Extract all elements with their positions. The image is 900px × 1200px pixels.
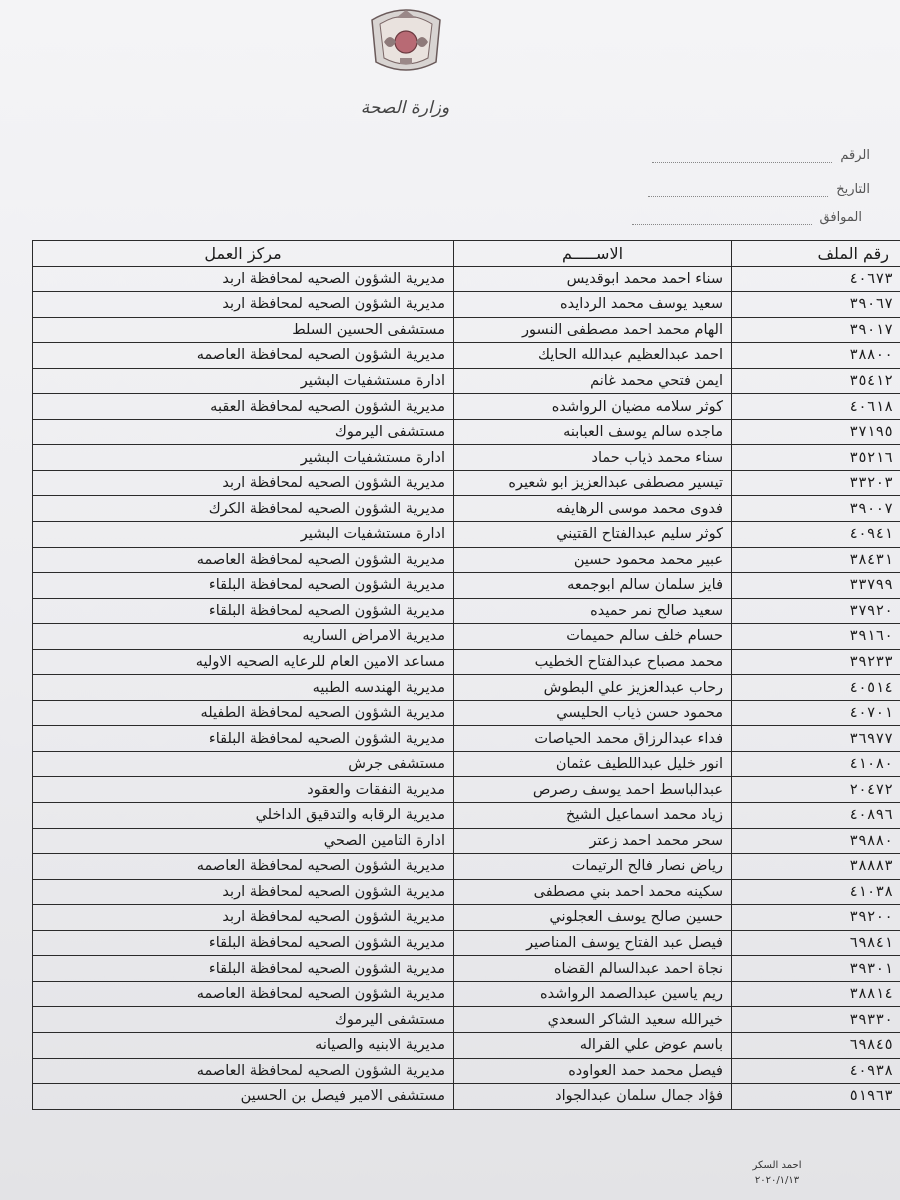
signature-name: احمد السكر (752, 1160, 802, 1171)
workplace-cell: مديرية الشؤون الصحيه لمحافظة اربد (33, 879, 454, 905)
file-number-cell: ٣٦٩٧٧ (732, 726, 900, 752)
file-number-cell: ٤١٠٨٠ (732, 751, 900, 777)
file-number-cell: ٣٨٨٨٣ (732, 854, 900, 880)
file-number-cell: ٤٠٩٤١ (732, 522, 900, 548)
table-row (33, 854, 900, 880)
table-row (33, 905, 900, 931)
workplace-cell: مديرية الشؤون الصحيه لمحافظة العاصمه (33, 547, 454, 573)
table-body (33, 266, 900, 1109)
name-cell: زياد محمد اسماعيل الشيخ (454, 803, 732, 829)
ministry-title: وزارة الصحة (360, 98, 450, 118)
file-number-cell: ٣٩٣٠١ (732, 956, 900, 982)
table-row (33, 317, 900, 343)
table-row (33, 777, 900, 803)
table-row (33, 879, 900, 905)
workplace-cell: مديرية النفقات والعقود (33, 777, 454, 803)
table-row (33, 675, 900, 701)
table-row (33, 343, 900, 369)
table-row (33, 522, 900, 548)
file-number-cell: ٣٩٠١٧ (732, 317, 900, 343)
column-header-name: الاســـــم (454, 241, 732, 267)
file-number-cell: ٣٧٩٢٠ (732, 598, 900, 624)
workplace-cell: مديرية الشؤون الصحيه لمحافظة العاصمه (33, 343, 454, 369)
workplace-cell: مساعد الامين العام للرعايه الصحيه الاوليه (33, 649, 454, 675)
table-row (33, 573, 900, 599)
table-row (33, 292, 900, 318)
column-header-file-number: رقم الملف (732, 241, 900, 267)
table-row (33, 1058, 900, 1084)
workplace-cell: ادارة مستشفيات البشير (33, 522, 454, 548)
date-dotted-field (648, 184, 828, 197)
name-cell: فايز سلمان سالم ابوجمعه (454, 573, 732, 599)
name-cell: سعيد صالح نمر حميده (454, 598, 732, 624)
date-line (648, 182, 870, 197)
name-cell: سحر محمد احمد زعتر (454, 828, 732, 854)
workplace-cell: مستشفى الامير فيصل بن الحسين (33, 1084, 454, 1110)
table-row (33, 266, 900, 292)
workplace-cell: مديرية الشؤون الصحيه لمحافظة الكرك (33, 496, 454, 522)
workplace-cell: مستشفى الحسين السلط (33, 317, 454, 343)
name-cell: فؤاد جمال سلمان عبدالجواد (454, 1084, 732, 1110)
signature-block (742, 1158, 812, 1188)
file-number-cell: ٣٩٢٣٣ (732, 649, 900, 675)
workplace-cell: ادارة التامين الصحي (33, 828, 454, 854)
workplace-cell: مديرية الابنيه والصيانه (33, 1032, 454, 1058)
table-row (33, 700, 900, 726)
signature-date: ٢٠٢٠/١/١٣ (754, 1175, 800, 1186)
table-row (33, 956, 900, 982)
employee-table (32, 240, 900, 1110)
file-number-cell: ٦٩٨٤٥ (732, 1032, 900, 1058)
file-number-cell: ٣٥٤١٢ (732, 368, 900, 394)
file-number-cell: ٢٠٤٧٢ (732, 777, 900, 803)
ministry-emblem-icon (366, 2, 446, 76)
table-row (33, 649, 900, 675)
file-number-cell: ٥١٩٦٣ (732, 1084, 900, 1110)
workplace-cell: مديرية الشؤون الصحيه لمحافظة البلقاء (33, 726, 454, 752)
file-number-cell: ٣٩١٦٠ (732, 624, 900, 650)
table-row (33, 598, 900, 624)
name-cell: ماجده سالم يوسف العبابنه (454, 419, 732, 445)
table-header-row (33, 241, 900, 267)
file-number-cell: ٣٩٠٦٧ (732, 292, 900, 318)
name-cell: فيصل عبد الفتاح يوسف المناصير (454, 930, 732, 956)
file-number-cell: ٣٣٧٩٩ (732, 573, 900, 599)
workplace-cell: مديرية الرقابه والتدقيق الداخلي (33, 803, 454, 829)
workplace-cell: مديرية الهندسه الطبيه (33, 675, 454, 701)
file-number-cell: ٣٨٤٣١ (732, 547, 900, 573)
name-cell: عبدالباسط احمد يوسف رصرص (454, 777, 732, 803)
name-cell: خيرالله سعيد الشاكر السعدي (454, 1007, 732, 1033)
date-label: التاريخ (836, 182, 870, 197)
name-cell: انور خليل عبداللطيف عثمان (454, 751, 732, 777)
file-number-cell: ٤٠٨٩٦ (732, 803, 900, 829)
name-cell: رحاب عبدالعزيز علي البطوش (454, 675, 732, 701)
reference-dotted-field (652, 150, 832, 163)
reference-number-line (652, 148, 870, 163)
table-row (33, 624, 900, 650)
workplace-cell: ادارة مستشفيات البشير (33, 368, 454, 394)
table-row (33, 1007, 900, 1033)
file-number-cell: ٤١٠٣٨ (732, 879, 900, 905)
name-cell: عبير محمد محمود حسين (454, 547, 732, 573)
table-row (33, 1084, 900, 1110)
workplace-cell: مديرية الشؤون الصحيه لمحافظة اربد (33, 905, 454, 931)
table-row (33, 751, 900, 777)
workplace-cell: مديرية الشؤون الصحيه لمحافظة العاصمه (33, 981, 454, 1007)
name-cell: كوثر سليم عبدالفتاح القتيني (454, 522, 732, 548)
corresponding-date-line (632, 210, 862, 225)
name-cell: نجاة احمد عبدالسالم القضاه (454, 956, 732, 982)
file-number-cell: ٤٠٦٧٣ (732, 266, 900, 292)
file-number-cell: ٤٠٦١٨ (732, 394, 900, 420)
file-number-cell: ٤٠٩٣٨ (732, 1058, 900, 1084)
name-cell: فدوى محمد موسى الرهايفه (454, 496, 732, 522)
workplace-cell: مديرية الشؤون الصحيه لمحافظة البلقاء (33, 598, 454, 624)
workplace-cell: مديرية الشؤون الصحيه لمحافظة اربد (33, 470, 454, 496)
name-cell: سناء احمد محمد ابوقديس (454, 266, 732, 292)
table-row (33, 981, 900, 1007)
name-cell: محمد مصباح عبدالفتاح الخطيب (454, 649, 732, 675)
table-row (33, 803, 900, 829)
table-row (33, 419, 900, 445)
file-number-cell: ٣٧١٩٥ (732, 419, 900, 445)
file-number-cell: ٣٥٢١٦ (732, 445, 900, 471)
workplace-cell: مديرية الشؤون الصحيه لمحافظة البلقاء (33, 573, 454, 599)
file-number-cell: ٣٣٢٠٣ (732, 470, 900, 496)
file-number-cell: ٣٨٨٠٠ (732, 343, 900, 369)
table-row (33, 828, 900, 854)
file-number-cell: ٣٩٨٨٠ (732, 828, 900, 854)
table-row (33, 470, 900, 496)
name-cell: ريم ياسين عبدالصمد الرواشده (454, 981, 732, 1007)
name-cell: احمد عبدالعظيم عبدالله الحايك (454, 343, 732, 369)
table-row (33, 368, 900, 394)
name-cell: رياض نصار فالح الرتيمات (454, 854, 732, 880)
table-row (33, 394, 900, 420)
file-number-cell: ٤٠٧٠١ (732, 700, 900, 726)
workplace-cell: مديرية الامراض الساريه (33, 624, 454, 650)
name-cell: ايمن فتحي محمد غانم (454, 368, 732, 394)
workplace-cell: مديرية الشؤون الصحيه لمحافظة العقبه (33, 394, 454, 420)
workplace-cell: مديرية الشؤون الصحيه لمحافظة الطفيله (33, 700, 454, 726)
workplace-cell: مستشفى اليرموك (33, 419, 454, 445)
table-row (33, 930, 900, 956)
name-cell: فداء عبدالرزاق محمد الحياصات (454, 726, 732, 752)
workplace-cell: مديرية الشؤون الصحيه لمحافظة العاصمه (33, 1058, 454, 1084)
workplace-cell: مديرية الشؤون الصحيه لمحافظة البلقاء (33, 956, 454, 982)
name-cell: سعيد يوسف محمد الردايده (454, 292, 732, 318)
table-row (33, 496, 900, 522)
reference-label: الرقم (840, 148, 870, 163)
file-number-cell: ٤٠٥١٤ (732, 675, 900, 701)
workplace-cell: مديرية الشؤون الصحيه لمحافظة البلقاء (33, 930, 454, 956)
table-row (33, 726, 900, 752)
file-number-cell: ٣٩٠٠٧ (732, 496, 900, 522)
corresponding-dotted-field (632, 212, 812, 225)
name-cell: فيصل محمد حمد العواوده (454, 1058, 732, 1084)
name-cell: محمود حسن ذياب الحليسي (454, 700, 732, 726)
file-number-cell: ٣٨٨١٤ (732, 981, 900, 1007)
name-cell: حسام خلف سالم حميمات (454, 624, 732, 650)
corresponding-label: الموافق (819, 210, 862, 225)
file-number-cell: ٣٩٣٣٠ (732, 1007, 900, 1033)
name-cell: سناء محمد ذياب حماد (454, 445, 732, 471)
workplace-cell: مديرية الشؤون الصحيه لمحافظة العاصمه (33, 854, 454, 880)
name-cell: باسم عوض علي القراله (454, 1032, 732, 1058)
workplace-cell: مستشفى جرش (33, 751, 454, 777)
workplace-cell: مديرية الشؤون الصحيه لمحافظة اربد (33, 292, 454, 318)
name-cell: تيسير مصطفى عبدالعزيز ابو شعيره (454, 470, 732, 496)
name-cell: الهام محمد احمد مصطفى النسور (454, 317, 732, 343)
workplace-cell: ادارة مستشفيات البشير (33, 445, 454, 471)
file-number-cell: ٦٩٨٤١ (732, 930, 900, 956)
name-cell: كوثر سلامه مضيان الرواشده (454, 394, 732, 420)
column-header-workplace: مركز العمل (33, 241, 454, 267)
workplace-cell: مستشفى اليرموك (33, 1007, 454, 1033)
table-row (33, 1032, 900, 1058)
name-cell: حسين صالح يوسف العجلوني (454, 905, 732, 931)
name-cell: سكينه محمد احمد بني مصطفى (454, 879, 732, 905)
workplace-cell: مديرية الشؤون الصحيه لمحافظة اربد (33, 266, 454, 292)
table-row (33, 445, 900, 471)
file-number-cell: ٣٩٢٠٠ (732, 905, 900, 931)
table-row (33, 547, 900, 573)
